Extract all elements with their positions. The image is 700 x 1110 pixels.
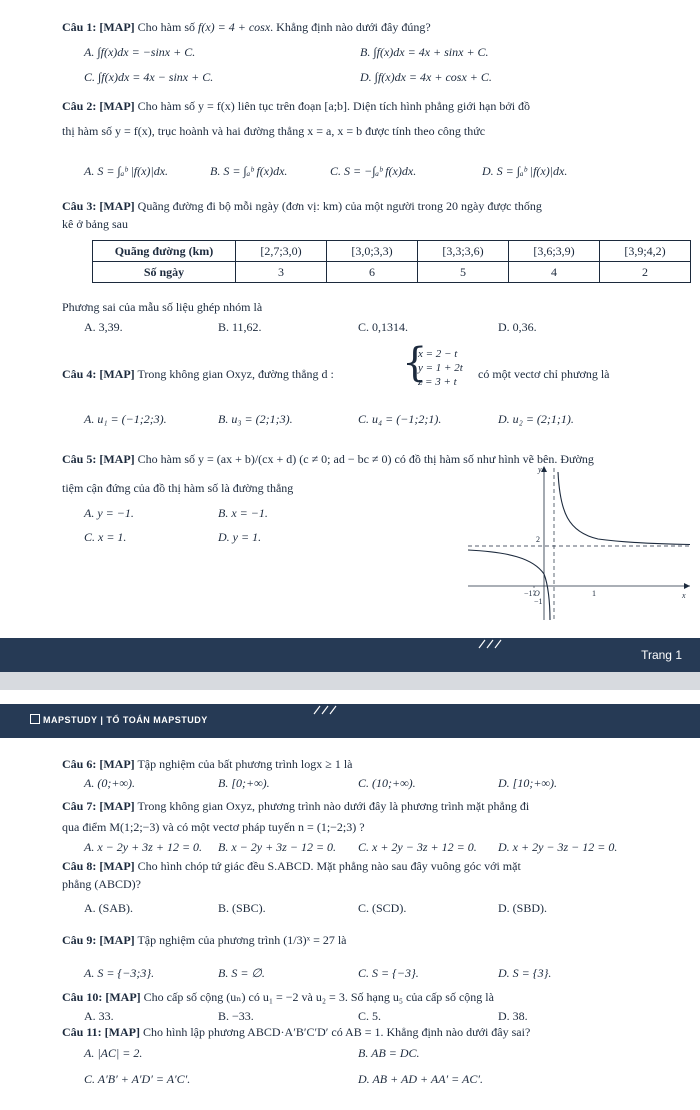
- q2-option-a: A. S = ∫ₐᵇ |f(x)|dx.: [84, 164, 169, 178]
- header-brand: [30, 714, 208, 725]
- question-1-func: f(x) = 4 + cosx: [198, 20, 271, 34]
- table-cell: [3,6;3,9): [509, 241, 600, 262]
- table-cell: [3,9;4,2): [600, 241, 691, 262]
- table-row: [93, 262, 691, 283]
- table-cell: [2,7;3,0): [236, 241, 327, 262]
- x-axis-arrow: [684, 583, 690, 589]
- footer-stripes-icon: [475, 639, 515, 649]
- system-eq-3: z = 3 + t: [418, 376, 457, 388]
- table-cell: 3: [236, 262, 327, 283]
- q8-option-b: B. (SBC).: [218, 901, 266, 915]
- system-brace: {: [402, 340, 428, 386]
- question-8-line1: Cho hình chóp tứ giác đều S.ABCD. Mặt phẳng nào sau đây vuông góc với mặt: [137, 859, 521, 873]
- question-5-head: Câu 5: [MAP]: [62, 452, 135, 466]
- q7-option-a: A. x − 2y + 3z + 12 = 0.: [84, 840, 203, 854]
- footer-band: [0, 638, 700, 672]
- q1-option-c: C. ∫f(x)dx = 4x − sinx + C.: [84, 70, 214, 84]
- q4-option-b: B. u₃ = (2;1;3).: [218, 412, 293, 426]
- question-8-head: Câu 8: [MAP]: [62, 859, 135, 873]
- page-2: [0, 690, 700, 1110]
- graph-branch-right: [558, 472, 690, 545]
- q9-option-a: A. S = {−3;3}.: [84, 966, 155, 980]
- q5-option-a: A. y = −1.: [84, 506, 134, 520]
- q11-option-c: C. A′B′ + A′D′ = A′C′.: [84, 1072, 191, 1086]
- page-number: Trang 1: [641, 648, 682, 662]
- header-stripes-icon: [310, 705, 350, 715]
- question-9-head: Câu 9: [MAP]: [62, 933, 135, 947]
- q6-option-d: D. [10;+∞).: [498, 776, 557, 790]
- question-11-text: Cho hình lập phương ABCD·A′B′C′D′ có AB = 1. Khẳng định nào dưới đây sai?: [143, 1025, 531, 1039]
- question-7-line1: Trong không gian Oxyz, phương trình nào dưới đây là phương trình mặt phẳng đi: [137, 799, 530, 813]
- page-separator: [0, 672, 700, 690]
- system-eq-2: y = 1 + 2t: [418, 362, 463, 374]
- q9-option-c: C. S = {−3}.: [358, 966, 419, 980]
- question-1: [62, 20, 662, 35]
- question-3-head: Câu 3: [MAP]: [62, 199, 135, 213]
- q5-option-b: B. x = −1.: [218, 506, 268, 520]
- y-axis-label: y: [538, 465, 542, 474]
- frequency-table: [92, 240, 691, 283]
- y-axis-arrow: [541, 466, 547, 472]
- table-cell: [3,0;3,3): [327, 241, 418, 262]
- question-3-line3: Phương sai của mẫu số liệu ghép nhóm là: [62, 300, 263, 314]
- question-6-head: Câu 6: [MAP]: [62, 757, 135, 771]
- q9-option-d: D. S = {3}.: [498, 966, 552, 980]
- table-header-days: Số ngày: [93, 262, 236, 283]
- q4-option-c: C. u₄ = (−1;2;1).: [358, 412, 442, 426]
- table-row: [93, 241, 691, 262]
- q3-option-d: D. 0,36.: [498, 320, 537, 334]
- question-10-head: Câu 10: [MAP]: [62, 990, 141, 1004]
- question-3-line1: Quãng đường đi bộ mỗi ngày (đơn vị: km) của một người trong 20 ngày được thống: [137, 199, 542, 213]
- question-8-line2: phẳng (ABCD)?: [62, 877, 141, 891]
- q10-option-b: B. −33.: [218, 1009, 254, 1023]
- q4-option-a: A. u₁ = (−1;2;3).: [84, 412, 167, 426]
- q1-option-d: D. ∫f(x)dx = 4x + cosx + C.: [360, 70, 492, 84]
- table-cell: [3,3;3,6): [418, 241, 509, 262]
- question-2-head: Câu 2: [MAP]: [62, 99, 135, 113]
- question-5-line1: Cho hàm số y = (ax + b)/(cx + d) (c ≠ 0; ad − bc ≠ 0) có đồ thị hàm số như hình vẽ bên. Đường: [137, 452, 594, 466]
- x-axis-label: x: [682, 591, 686, 600]
- q1-option-a: A. ∫f(x)dx = −sinx + C.: [84, 45, 196, 59]
- q6-option-c: C. (10;+∞).: [358, 776, 416, 790]
- q2-option-d: D. S = ∫ₐᵇ |f(x)|dx.: [482, 164, 568, 178]
- question-1-text-a: Cho hàm số: [137, 20, 195, 34]
- q8-option-c: C. (SCD).: [358, 901, 407, 915]
- question-2-line1: Cho hàm số y = f(x) liên tục trên đoạn [a;b]. Diện tích hình phẳng giới hạn bởi đồ: [137, 99, 531, 113]
- question-7-head: Câu 7: [MAP]: [62, 799, 135, 813]
- q5-option-c: C. x = 1.: [84, 530, 127, 544]
- q6-option-b: B. [0;+∞).: [218, 776, 270, 790]
- q10-option-c: C. 5.: [358, 1009, 382, 1023]
- q3-option-b: B. 11,62.: [218, 320, 262, 334]
- q7-option-d: D. x + 2y − 3z − 12 = 0.: [498, 840, 618, 854]
- question-4: [62, 367, 334, 382]
- question-4-text-b: có một vectơ chỉ phương là: [478, 367, 610, 381]
- q10-option-d: D. 38.: [498, 1009, 528, 1023]
- q8-option-d: D. (SBD).: [498, 901, 548, 915]
- q11-option-a: A. |AC| = 2.: [84, 1046, 143, 1060]
- q11-option-b: B. AB = DC.: [358, 1046, 420, 1060]
- table-cell: 4: [509, 262, 600, 283]
- table-header-distance: Quãng đường (km): [93, 241, 236, 262]
- q7-option-b: B. x − 2y + 3z − 12 = 0.: [218, 840, 337, 854]
- q5-option-d: D. y = 1.: [218, 530, 262, 544]
- q3-option-a: A. 3,39.: [84, 320, 123, 334]
- q8-option-a: A. (SAB).: [84, 901, 134, 915]
- tick-label-neg1-y: −1: [534, 597, 543, 606]
- question-8: [62, 859, 662, 874]
- question-3: [62, 199, 662, 214]
- tick-label-2: 2: [536, 535, 540, 544]
- question-9: [62, 933, 662, 948]
- question-6-text: Tập nghiệm của bất phương trình logx ≥ 1 là: [137, 757, 353, 771]
- question-9-text: Tập nghiệm của phương trình (1/3)ˣ = 27 là: [137, 933, 347, 947]
- question-10-text: Cho cấp số cộng (uₙ) có u₁ = −2 và u₂ = 3. Số hạng u₅ của cấp số cộng là: [143, 990, 494, 1004]
- table-cell: 2: [600, 262, 691, 283]
- graph-branch-left: [468, 550, 550, 620]
- system-eq-1: x = 2 − t: [418, 348, 458, 360]
- question-6: [62, 757, 662, 772]
- question-2-line2: thị hàm số y = f(x), trục hoành và hai đường thẳng x = a, x = b được tính theo công thức: [62, 124, 486, 138]
- tick-label-neg1-x: −1: [524, 589, 533, 598]
- hyperbola-graph: [468, 462, 694, 620]
- q7-option-c: C. x + 2y − 3z + 12 = 0.: [358, 840, 477, 854]
- q9-option-b: B. S = ∅.: [218, 966, 265, 980]
- question-4-text-a: Trong không gian Oxyz, đường thẳng d :: [137, 367, 334, 381]
- question-4-head: Câu 4: [MAP]: [62, 367, 135, 381]
- q6-option-a: A. (0;+∞).: [84, 776, 135, 790]
- question-11-head: Câu 11: [MAP]: [62, 1025, 140, 1039]
- table-cell: 6: [327, 262, 418, 283]
- question-11: [62, 1025, 662, 1040]
- table-cell: 5: [418, 262, 509, 283]
- question-3-line2: kê ở bảng sau: [62, 217, 128, 231]
- q4-option-d: D. u₂ = (2;1;1).: [498, 412, 574, 426]
- question-5-line2: tiệm cận đứng của đồ thị hàm số là đường thẳng: [62, 481, 294, 495]
- tick-label-1: 1: [592, 589, 596, 598]
- question-7-line2: qua điểm M(1;2;−3) và có một vectơ pháp tuyến n = (1;−2;3) ?: [62, 820, 365, 834]
- q1-option-b: B. ∫f(x)dx = 4x + sinx + C.: [360, 45, 489, 59]
- q3-option-c: C. 0,1314.: [358, 320, 409, 334]
- question-1-text-b: . Khẳng định nào dưới đây đúng?: [270, 20, 431, 34]
- question-7: [62, 799, 662, 814]
- question-1-head: Câu 1: [MAP]: [62, 20, 135, 34]
- brand-logo-icon: [30, 714, 40, 724]
- q10-option-a: A. 33.: [84, 1009, 114, 1023]
- question-2: [62, 99, 662, 114]
- q2-option-c: C. S = −∫ₐᵇ f(x)dx.: [330, 164, 417, 178]
- question-10: [62, 990, 662, 1005]
- header-brand-text: MAPSTUDY | TỔ TOÁN MAPSTUDY: [43, 715, 208, 725]
- q2-option-b: B. S = ∫ₐᵇ f(x)dx.: [210, 164, 288, 178]
- origin-label: O: [534, 589, 540, 598]
- q11-option-d: D. AB + AD + AA′ = AC′.: [358, 1072, 483, 1086]
